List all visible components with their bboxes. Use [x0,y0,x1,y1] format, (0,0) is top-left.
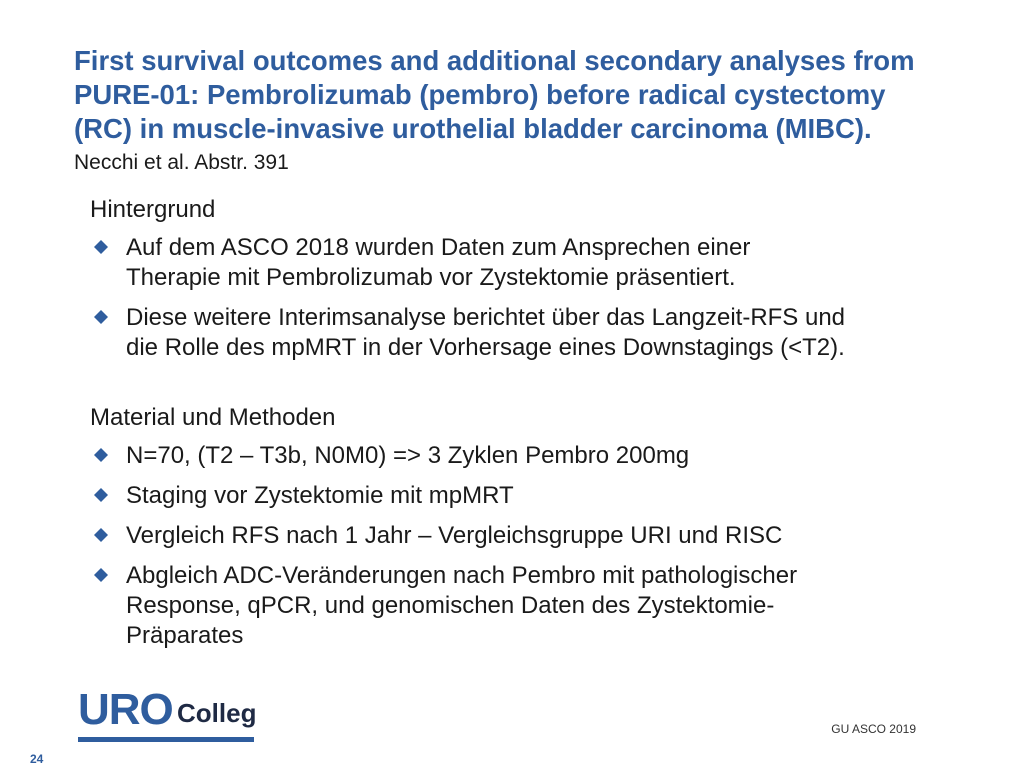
section-heading-material-und-methoden: Material und Methoden [90,404,336,431]
slide-title-line-2: PURE-01: Pembrolizumab (pembro) before radical cystectomy [74,79,886,110]
slide-content [90,195,970,661]
bullet-text-line: Diese weitere Interimsanalyse berichtet über das Langzeit-RFS und [126,304,846,331]
slide-title-line-1: First survival outcomes and additional secondary analyses from [74,45,915,76]
uro-colleg-logo [78,686,258,744]
bullet-text-line: Präparates [126,622,244,649]
bullet-text-line: Response, qPCR, und genomischen Daten des Zystektomie- [126,592,775,619]
slide-title-block [74,44,974,178]
bullet-list-hintergrund [90,233,970,363]
diamond-bullet-icon [94,568,108,582]
diamond-bullet-icon [94,528,108,542]
bullet-item [90,303,970,363]
bullet-text-line: Therapie mit Pembrolizumab vor Zystektomie präsentiert. [126,264,736,291]
bullet-text-line: Abgleich ADC-Veränderungen nach Pembro mit pathologischer [126,562,798,589]
diamond-bullet-icon [94,240,108,254]
diamond-bullet-icon [94,488,108,502]
bullet-list-methoden [90,441,970,651]
diamond-bullet-icon [94,310,108,324]
bullet-text-line: Staging vor Zystektomie mit mpMRT [126,482,514,509]
bullet-item [90,481,970,511]
page-number: 24 [30,752,44,766]
footer-source: GU ASCO 2019 [831,722,916,736]
bullet-text-line: N=70, (T2 – T3b, N0M0) => 3 Zyklen Pembro 200mg [126,442,690,469]
bullet-item [90,561,970,651]
bullet-item [90,521,970,551]
logo-colleg-text: Colleg [177,698,257,728]
section-heading-hintergrund: Hintergrund [90,196,216,223]
logo-underline [78,737,254,742]
logo-uro-text: URO [78,685,173,734]
bullet-item [90,233,970,293]
slide-title-line-3: (RC) in muscle-invasive urothelial bladder carcinoma (MIBC). [74,113,872,144]
bullet-item [90,441,970,471]
bullet-text-line: Auf dem ASCO 2018 wurden Daten zum Ansprechen einer [126,234,751,261]
bullet-text-line: Vergleich RFS nach 1 Jahr – Vergleichsgruppe URI und RISC [126,522,783,549]
citation: Necchi et al. Abstr. 391 [74,151,289,174]
diamond-bullet-icon [94,448,108,462]
bullet-text-line: die Rolle des mpMRT in der Vorhersage eines Downstagings (<T2). [126,334,845,361]
